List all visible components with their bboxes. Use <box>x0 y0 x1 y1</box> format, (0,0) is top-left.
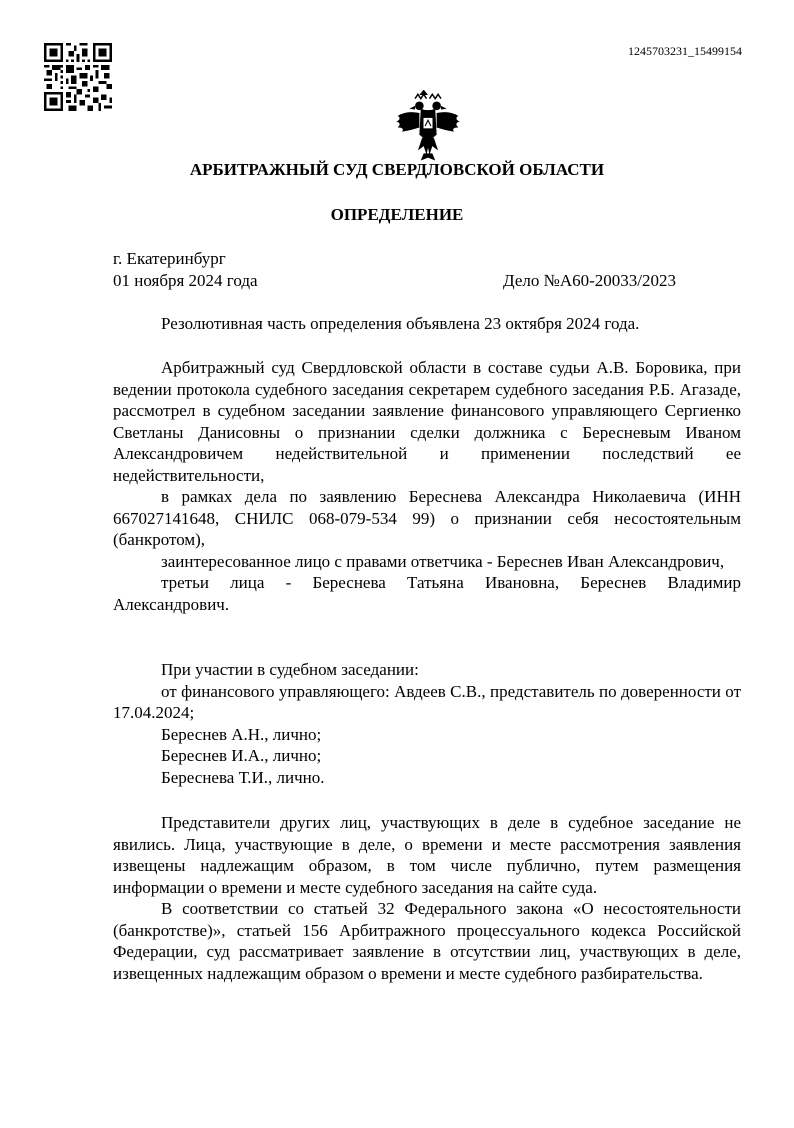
coat-of-arms-icon <box>391 90 465 162</box>
closing-block <box>113 812 741 984</box>
city: г. Екатеринбург <box>113 249 226 268</box>
case-number: Дело №А60-20033/2023 <box>503 271 676 290</box>
document-date: 01 ноября 2024 года <box>113 271 258 290</box>
third-parties-paragraph: третьи лица - Береснева Татьяна Ивановна, Береснев Владимир Александрович. <box>113 573 741 614</box>
attendance-title: При участии в судебном заседании: <box>161 660 419 679</box>
resolution-note: Резолютивная часть определения объявлена 23 октября 2024 года. <box>161 314 640 333</box>
qr-code <box>44 43 112 111</box>
court-name: АРБИТРАЖНЫЙ СУД СВЕРДЛОВСКОЙ ОБЛАСТИ <box>189 160 605 179</box>
attendance-item: Береснев И.А., лично; <box>161 746 322 765</box>
legal-basis-paragraph: В соответствии со статьей 32 Федерального закона «О несостоятельности (банкротстве)», статьей 156 Арбитражного процессуального кодекса Российской Федерации, суд рассматривает заявление в отсутствии лиц, участвующих в деле, извещенных надлежащим образом о времени и месте судебного разбирательства. <box>113 899 741 983</box>
document-id: 1245703231_15499154 <box>628 44 742 58</box>
document-type: ОПРЕДЕЛЕНИЕ <box>330 205 464 224</box>
attendance-item: Береснева Т.И., лично. <box>161 767 325 787</box>
attendance-block <box>113 659 741 788</box>
interested-party-paragraph: заинтересованное лицо с правами ответчика - Береснев Иван Александрович, <box>161 551 725 571</box>
intro-paragraph: Арбитражный суд Свердловской области в составе судьи А.В. Боровика, при ведении протокола судебного заседания секретарем судебного заседания Р.Б. Агазаде, рассмотрел в судебном заседании заявление финансового управляющего Сергиенко Светланы Данисовны о признании сделки должника с Бересневым Иваном Александровичем недействительной и применении последствий ее недействительности, <box>113 358 741 485</box>
resolution-note-block <box>113 313 741 335</box>
attendance-item: от финансового управляющего: Авдеев С.В., представитель по доверенности от 17.04.2024; <box>113 681 741 722</box>
attendance-item: Береснев А.Н., лично; <box>161 724 322 744</box>
absent-paragraph: Представители других лиц, участвующих в деле в судебное заседание не явились. Лица, участвующие в деле, о времени и месте рассмотрения заявления извещены надлежащим образом, в том числе публично, путем размещения информации о времени и месте судебного заседания на сайте суда. <box>113 813 741 897</box>
intro-block <box>113 357 741 615</box>
case-context-paragraph: в рамках дела по заявлению Береснева Александра Николаевича (ИНН 667027141648, СНИЛС 068-079-534 99) о признании себя несостоятельным (банкротом), <box>113 487 741 549</box>
